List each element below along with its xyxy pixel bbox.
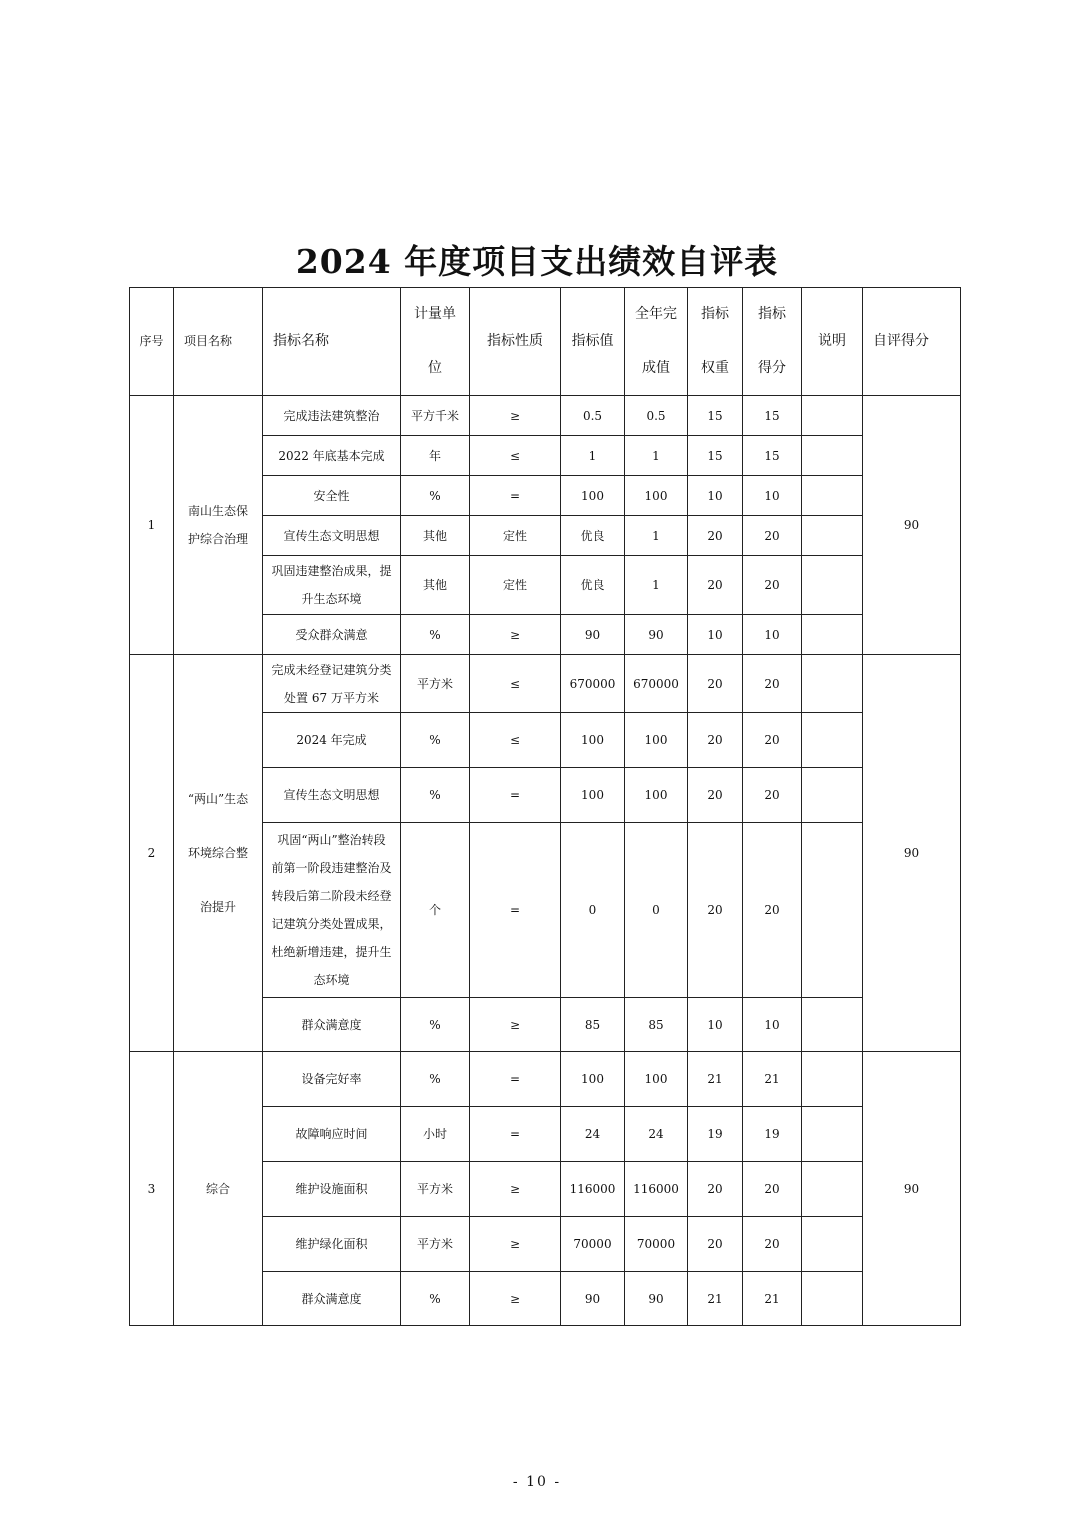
indicator-name: 2024 年完成 bbox=[263, 713, 401, 768]
project-seq: 1 bbox=[130, 396, 174, 655]
header-score-line1: 指标 bbox=[758, 306, 786, 322]
indicator-score: 10 bbox=[743, 476, 802, 516]
indicator-unit: 平方米 bbox=[401, 1217, 470, 1272]
indicator-done: 90 bbox=[625, 615, 688, 655]
indicator-name bbox=[263, 556, 401, 615]
indicator-nature: = bbox=[470, 823, 561, 998]
indicator-note bbox=[802, 1052, 863, 1107]
indicator-note bbox=[802, 1107, 863, 1162]
header-indicator: 指标名称 bbox=[263, 288, 401, 396]
indicator-done: 116000 bbox=[625, 1162, 688, 1217]
indicator-score: 21 bbox=[743, 1052, 802, 1107]
indicator-weight: 21 bbox=[688, 1272, 743, 1326]
indicator-name: 维护设施面积 bbox=[263, 1162, 401, 1217]
indicator-score: 20 bbox=[743, 823, 802, 998]
indicator-unit: 年 bbox=[401, 436, 470, 476]
indicator-weight: 20 bbox=[688, 655, 743, 713]
indicator-name bbox=[263, 823, 401, 998]
indicator-score: 20 bbox=[743, 655, 802, 713]
project-seq: 3 bbox=[130, 1052, 174, 1326]
header-unit-line2: 位 bbox=[428, 360, 442, 376]
indicator-done: 0.5 bbox=[625, 396, 688, 436]
indicator-value: 0 bbox=[561, 823, 625, 998]
indicator-nature: 定性 bbox=[470, 556, 561, 615]
indicator-note bbox=[802, 1162, 863, 1217]
header-done bbox=[625, 288, 688, 396]
indicator-unit: 小时 bbox=[401, 1107, 470, 1162]
indicator-note bbox=[802, 516, 863, 556]
indicator-nature: = bbox=[470, 476, 561, 516]
indicator-name-line: 完成未经登记建筑分类 bbox=[271, 662, 392, 677]
header-weight bbox=[688, 288, 743, 396]
header-score-line2: 得分 bbox=[758, 360, 786, 376]
indicator-note bbox=[802, 768, 863, 823]
indicator-name: 安全性 bbox=[263, 476, 401, 516]
indicator-weight: 20 bbox=[688, 768, 743, 823]
project-name bbox=[174, 396, 263, 655]
indicator-done: 100 bbox=[625, 476, 688, 516]
indicator-done: 100 bbox=[625, 713, 688, 768]
header-nature: 指标性质 bbox=[470, 288, 561, 396]
indicator-value: 85 bbox=[561, 998, 625, 1052]
indicator-nature: ≤ bbox=[470, 713, 561, 768]
indicator-unit: % bbox=[401, 1272, 470, 1326]
project-name: 综合 bbox=[174, 1052, 263, 1326]
indicator-name: 宣传生态文明思想 bbox=[263, 516, 401, 556]
project-name-line: 护综合治理 bbox=[187, 532, 248, 546]
indicator-nature: = bbox=[470, 768, 561, 823]
page-title: 2024 年度项目支出绩效自评表 bbox=[295, 242, 779, 281]
indicator-value: 100 bbox=[561, 713, 625, 768]
indicator-unit: 平方米 bbox=[401, 1162, 470, 1217]
header-unit-line1: 计量单 bbox=[414, 306, 456, 322]
indicator-score: 20 bbox=[743, 713, 802, 768]
indicator-score: 20 bbox=[743, 556, 802, 615]
indicator-value: 90 bbox=[561, 615, 625, 655]
indicator-weight: 15 bbox=[688, 436, 743, 476]
indicator-unit: 其他 bbox=[401, 556, 470, 615]
header-seq: 序号 bbox=[130, 288, 174, 396]
indicator-unit: 其他 bbox=[401, 516, 470, 556]
indicator-weight: 19 bbox=[688, 1107, 743, 1162]
indicator-done: 90 bbox=[625, 1272, 688, 1326]
page-number: - 10 - bbox=[512, 1474, 562, 1490]
table-row bbox=[130, 1052, 961, 1107]
indicator-nature: ≥ bbox=[470, 1162, 561, 1217]
indicator-note bbox=[802, 396, 863, 436]
indicator-nature: ≥ bbox=[470, 998, 561, 1052]
header-project: 项目名称 bbox=[174, 288, 263, 396]
indicator-unit: 个 bbox=[401, 823, 470, 998]
indicator-weight: 10 bbox=[688, 615, 743, 655]
indicator-nature: 定性 bbox=[470, 516, 561, 556]
indicator-score: 15 bbox=[743, 436, 802, 476]
indicator-weight: 10 bbox=[688, 998, 743, 1052]
indicator-unit: % bbox=[401, 768, 470, 823]
indicator-note bbox=[802, 1272, 863, 1326]
indicator-note bbox=[802, 615, 863, 655]
indicator-value: 100 bbox=[561, 476, 625, 516]
indicator-done: 100 bbox=[625, 1052, 688, 1107]
indicator-name-line: 巩固“两山”整治转段 bbox=[277, 833, 386, 847]
indicator-score: 10 bbox=[743, 998, 802, 1052]
indicator-name-line: 处置 67 万平方米 bbox=[284, 690, 379, 705]
indicator-nature: = bbox=[470, 1107, 561, 1162]
indicator-done: 670000 bbox=[625, 655, 688, 713]
indicator-note bbox=[802, 476, 863, 516]
indicator-unit: % bbox=[401, 998, 470, 1052]
indicator-name: 故障响应时间 bbox=[263, 1107, 401, 1162]
project-self-score: 90 bbox=[863, 396, 961, 655]
indicator-value: 优良 bbox=[561, 516, 625, 556]
indicator-name-line: 转段后第二阶段未经登 bbox=[271, 889, 392, 903]
header-weight-line2: 权重 bbox=[701, 360, 729, 376]
indicator-name bbox=[263, 655, 401, 713]
header-unit bbox=[401, 288, 470, 396]
indicator-unit: 平方米 bbox=[401, 655, 470, 713]
project-seq: 2 bbox=[130, 655, 174, 1052]
indicator-value: 100 bbox=[561, 768, 625, 823]
project-name-line: “两山”生态 bbox=[187, 792, 249, 806]
indicator-score: 20 bbox=[743, 768, 802, 823]
indicator-done: 85 bbox=[625, 998, 688, 1052]
indicator-weight: 20 bbox=[688, 1162, 743, 1217]
indicator-value: 670000 bbox=[561, 655, 625, 713]
indicator-score: 10 bbox=[743, 615, 802, 655]
indicator-name-line: 巩固违建整治成果，提 bbox=[271, 564, 392, 578]
header-value: 指标值 bbox=[561, 288, 625, 396]
indicator-nature: ≥ bbox=[470, 615, 561, 655]
indicator-value: 100 bbox=[561, 1052, 625, 1107]
indicator-weight: 10 bbox=[688, 476, 743, 516]
indicator-score: 19 bbox=[743, 1107, 802, 1162]
indicator-score: 21 bbox=[743, 1272, 802, 1326]
indicator-score: 20 bbox=[743, 1217, 802, 1272]
indicator-value: 1 bbox=[561, 436, 625, 476]
indicator-nature: = bbox=[470, 1052, 561, 1107]
indicator-name: 设备完好率 bbox=[263, 1052, 401, 1107]
project-name-line: 环境综合整 bbox=[187, 846, 248, 860]
indicator-nature: ≤ bbox=[470, 436, 561, 476]
indicator-name: 完成违法建筑整治 bbox=[263, 396, 401, 436]
indicator-score: 20 bbox=[743, 1162, 802, 1217]
project-name bbox=[174, 655, 263, 1052]
project-name-line: 治提升 bbox=[199, 900, 236, 914]
indicator-note bbox=[802, 1217, 863, 1272]
indicator-unit: % bbox=[401, 713, 470, 768]
table-row bbox=[130, 655, 961, 713]
indicator-weight: 20 bbox=[688, 713, 743, 768]
indicator-value: 24 bbox=[561, 1107, 625, 1162]
indicator-note bbox=[802, 436, 863, 476]
indicator-name-line: 杜绝新增违建，提升生 bbox=[271, 945, 392, 959]
indicator-value: 116000 bbox=[561, 1162, 625, 1217]
indicator-unit: % bbox=[401, 615, 470, 655]
indicator-name: 2022 年底基本完成 bbox=[263, 436, 401, 476]
indicator-weight: 15 bbox=[688, 396, 743, 436]
indicator-name: 受众群众满意 bbox=[263, 615, 401, 655]
header-score bbox=[743, 288, 802, 396]
indicator-nature: ≥ bbox=[470, 396, 561, 436]
project-self-score: 90 bbox=[863, 1052, 961, 1326]
indicator-weight: 21 bbox=[688, 1052, 743, 1107]
indicator-name-line: 前第一阶段违建整治及 bbox=[271, 861, 392, 875]
indicator-note bbox=[802, 823, 863, 998]
header-done-line1: 全年完 bbox=[635, 306, 677, 322]
performance-table bbox=[129, 287, 961, 1326]
indicator-note bbox=[802, 713, 863, 768]
indicator-value: 70000 bbox=[561, 1217, 625, 1272]
indicator-done: 1 bbox=[625, 516, 688, 556]
indicator-name-line: 升生态环境 bbox=[301, 592, 362, 606]
indicator-done: 1 bbox=[625, 556, 688, 615]
indicator-note bbox=[802, 655, 863, 713]
header-weight-line1: 指标 bbox=[701, 306, 729, 322]
indicator-nature: ≥ bbox=[470, 1217, 561, 1272]
indicator-name: 宣传生态文明思想 bbox=[263, 768, 401, 823]
indicator-weight: 20 bbox=[688, 823, 743, 998]
indicator-done: 100 bbox=[625, 768, 688, 823]
indicator-name: 维护绿化面积 bbox=[263, 1217, 401, 1272]
header-self-score: 自评得分 bbox=[863, 288, 961, 396]
indicator-note bbox=[802, 998, 863, 1052]
project-name-line: 南山生态保 bbox=[187, 504, 248, 518]
indicator-weight: 20 bbox=[688, 1217, 743, 1272]
indicator-done: 1 bbox=[625, 436, 688, 476]
indicator-nature: ≥ bbox=[470, 1272, 561, 1326]
indicator-name-line: 记建筑分类处置成果， bbox=[271, 917, 392, 931]
header-row bbox=[130, 288, 961, 396]
indicator-done: 0 bbox=[625, 823, 688, 998]
indicator-unit: % bbox=[401, 1052, 470, 1107]
indicator-value: 0.5 bbox=[561, 396, 625, 436]
indicator-score: 20 bbox=[743, 516, 802, 556]
project-self-score: 90 bbox=[863, 655, 961, 1052]
table-row bbox=[130, 396, 961, 436]
indicator-weight: 20 bbox=[688, 516, 743, 556]
indicator-value: 优良 bbox=[561, 556, 625, 615]
indicator-note bbox=[802, 556, 863, 615]
indicator-unit: 平方千米 bbox=[401, 396, 470, 436]
indicator-done: 70000 bbox=[625, 1217, 688, 1272]
header-done-line2: 成值 bbox=[642, 360, 670, 376]
indicator-nature: ≤ bbox=[470, 655, 561, 713]
indicator-value: 90 bbox=[561, 1272, 625, 1326]
header-note: 说明 bbox=[802, 288, 863, 396]
indicator-weight: 20 bbox=[688, 556, 743, 615]
indicator-unit: % bbox=[401, 476, 470, 516]
indicator-name: 群众满意度 bbox=[263, 998, 401, 1052]
indicator-name-line: 态环境 bbox=[313, 973, 350, 987]
indicator-name: 群众满意度 bbox=[263, 1272, 401, 1326]
indicator-done: 24 bbox=[625, 1107, 688, 1162]
indicator-score: 15 bbox=[743, 396, 802, 436]
